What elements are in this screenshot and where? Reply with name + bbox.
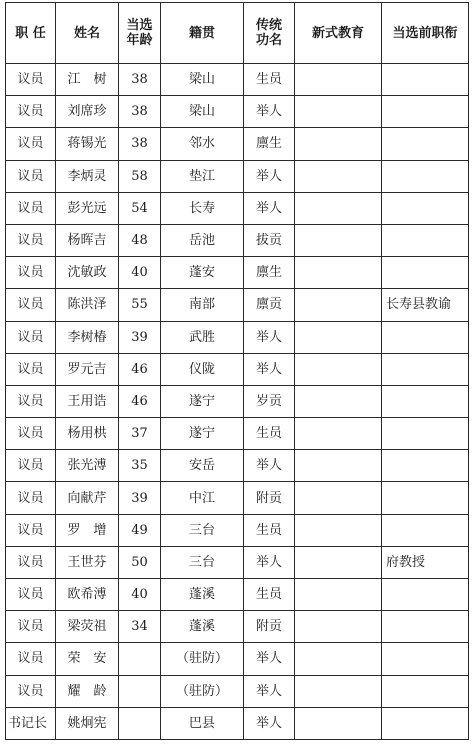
table-row — [6, 64, 469, 96]
new-education-cell — [295, 546, 382, 578]
name-cell: 王用诰 — [56, 385, 119, 417]
traditional-title-cell: 生员 — [244, 579, 295, 611]
traditional-title-cell: 举人 — [244, 321, 295, 353]
age-cell: 38 — [119, 64, 161, 96]
name-cell: 彭光远 — [56, 192, 119, 224]
position-cell: 议员 — [6, 160, 56, 192]
new-education-cell — [295, 224, 382, 256]
header-row — [6, 3, 469, 64]
previous-post-cell — [382, 707, 469, 739]
name-cell: 王世芬 — [56, 546, 119, 578]
header-position — [6, 3, 56, 64]
table-row — [6, 418, 469, 450]
header-age — [119, 3, 161, 64]
origin-cell: 长寿 — [161, 192, 244, 224]
table-row — [6, 192, 469, 224]
name-cell: 梁荧祖 — [56, 611, 119, 643]
origin-cell: 遂宁 — [161, 418, 244, 450]
new-education-cell — [295, 321, 382, 353]
age-cell: 39 — [119, 482, 161, 514]
traditional-title-cell: 生员 — [244, 514, 295, 546]
origin-cell: 南部 — [161, 289, 244, 321]
origin-cell: 仪陇 — [161, 353, 244, 385]
origin-cell: 岳池 — [161, 224, 244, 256]
new-education-cell — [295, 96, 382, 128]
new-education-cell — [295, 675, 382, 707]
position-cell: 议员 — [6, 482, 56, 514]
age-cell: 38 — [119, 128, 161, 160]
traditional-title-cell: 举人 — [244, 675, 295, 707]
previous-post-cell — [382, 128, 469, 160]
age-cell: 50 — [119, 546, 161, 578]
age-cell: 46 — [119, 353, 161, 385]
header-origin — [161, 3, 244, 64]
new-education-cell — [295, 450, 382, 482]
name-cell: 罗元吉 — [56, 353, 119, 385]
table-body — [6, 64, 469, 740]
age-cell: 40 — [119, 257, 161, 289]
header-label-line: 籍贯 — [188, 25, 215, 41]
previous-post-cell — [382, 643, 469, 675]
position-cell: 书记长 — [6, 707, 56, 739]
header-label-line: 功名 — [255, 33, 282, 48]
header-label-line: 职 任 — [15, 25, 46, 41]
table-row — [6, 611, 469, 643]
table-row — [6, 579, 469, 611]
position-cell: 议员 — [6, 289, 56, 321]
table-row — [6, 321, 469, 353]
header-previous-post — [382, 3, 469, 64]
age-cell: 55 — [119, 289, 161, 321]
header-traditional-title — [244, 3, 295, 64]
origin-cell: 中江 — [161, 482, 244, 514]
age-cell — [119, 707, 161, 739]
header-label-line: 传统 — [255, 18, 282, 33]
position-cell: 议员 — [6, 96, 56, 128]
new-education-cell — [295, 128, 382, 160]
name-cell: 蒋锡光 — [56, 128, 119, 160]
origin-cell: 三台 — [161, 546, 244, 578]
previous-post-cell — [382, 96, 469, 128]
age-cell: 58 — [119, 160, 161, 192]
table-row — [6, 643, 469, 675]
age-cell: 39 — [119, 321, 161, 353]
new-education-cell — [295, 353, 382, 385]
new-education-cell — [295, 64, 382, 96]
table-row — [6, 160, 469, 192]
previous-post-cell — [382, 675, 469, 707]
header-label-line: 新式教育 — [311, 25, 364, 41]
name-cell: 罗 增 — [56, 514, 119, 546]
traditional-title-cell: 廪贡 — [244, 289, 295, 321]
previous-post-cell — [382, 514, 469, 546]
traditional-title-cell: 附贡 — [244, 482, 295, 514]
traditional-title-cell: 附贡 — [244, 611, 295, 643]
name-cell: 刘席珍 — [56, 96, 119, 128]
traditional-title-cell: 举人 — [244, 643, 295, 675]
previous-post-cell — [382, 611, 469, 643]
new-education-cell — [295, 385, 382, 417]
table-row — [6, 546, 469, 578]
position-cell: 议员 — [6, 128, 56, 160]
traditional-title-cell: 岁贡 — [244, 385, 295, 417]
name-cell: 姚炯宪 — [56, 707, 119, 739]
previous-post-cell — [382, 160, 469, 192]
table-row — [6, 707, 469, 739]
origin-cell: 梁山 — [161, 96, 244, 128]
age-cell: 34 — [119, 611, 161, 643]
header-label-line: 姓名 — [73, 25, 100, 41]
position-cell: 议员 — [6, 450, 56, 482]
origin-cell: 垫江 — [161, 160, 244, 192]
age-cell: 54 — [119, 192, 161, 224]
previous-post-cell — [382, 321, 469, 353]
position-cell: 议员 — [6, 192, 56, 224]
position-cell: 议员 — [6, 546, 56, 578]
traditional-title-cell: 举人 — [244, 353, 295, 385]
previous-post-cell — [382, 579, 469, 611]
name-cell: 耀 龄 — [56, 675, 119, 707]
position-cell: 议员 — [6, 385, 56, 417]
legislator-table — [5, 2, 469, 740]
traditional-title-cell: 廪生 — [244, 257, 295, 289]
traditional-title-cell: 举人 — [244, 546, 295, 578]
previous-post-cell — [382, 353, 469, 385]
name-cell: 向献芹 — [56, 482, 119, 514]
origin-cell: 巴县 — [161, 707, 244, 739]
new-education-cell — [295, 579, 382, 611]
position-cell: 议员 — [6, 353, 56, 385]
name-cell: 沈敏政 — [56, 257, 119, 289]
header-label-line: 年龄 — [126, 33, 153, 48]
position-cell: 议员 — [6, 64, 56, 96]
new-education-cell — [295, 160, 382, 192]
name-cell: 陈洪泽 — [56, 289, 119, 321]
origin-cell: 邻水 — [161, 128, 244, 160]
origin-cell: 蓬溪 — [161, 611, 244, 643]
table-row — [6, 257, 469, 289]
age-cell — [119, 643, 161, 675]
traditional-title-cell: 廪生 — [244, 128, 295, 160]
name-cell: 欧希溥 — [56, 579, 119, 611]
age-cell: 38 — [119, 96, 161, 128]
table-row — [6, 224, 469, 256]
name-cell: 李炳灵 — [56, 160, 119, 192]
previous-post-cell — [382, 224, 469, 256]
table-row — [6, 128, 469, 160]
new-education-cell — [295, 643, 382, 675]
table-row — [6, 450, 469, 482]
origin-cell: 蓬安 — [161, 257, 244, 289]
position-cell: 议员 — [6, 514, 56, 546]
name-cell: 江 树 — [56, 64, 119, 96]
new-education-cell — [295, 611, 382, 643]
origin-cell: 武胜 — [161, 321, 244, 353]
previous-post-cell — [382, 418, 469, 450]
age-cell: 35 — [119, 450, 161, 482]
origin-cell: 遂宁 — [161, 385, 244, 417]
traditional-title-cell: 生员 — [244, 418, 295, 450]
new-education-cell — [295, 289, 382, 321]
traditional-title-cell: 生员 — [244, 64, 295, 96]
origin-cell: （驻防） — [161, 675, 244, 707]
origin-cell: 安岳 — [161, 450, 244, 482]
previous-post-cell — [382, 257, 469, 289]
header-label-line: 当选 — [126, 18, 153, 33]
table-row — [6, 482, 469, 514]
position-cell: 议员 — [6, 224, 56, 256]
origin-cell: （驻防） — [161, 643, 244, 675]
new-education-cell — [295, 514, 382, 546]
name-cell: 荣 安 — [56, 643, 119, 675]
traditional-title-cell: 拔贡 — [244, 224, 295, 256]
age-cell: 46 — [119, 385, 161, 417]
traditional-title-cell: 举人 — [244, 450, 295, 482]
previous-post-cell: 长寿县教谕 — [382, 289, 469, 321]
position-cell: 议员 — [6, 675, 56, 707]
table-row — [6, 385, 469, 417]
age-cell: 37 — [119, 418, 161, 450]
origin-cell: 梁山 — [161, 64, 244, 96]
age-cell: 40 — [119, 579, 161, 611]
position-cell: 议员 — [6, 418, 56, 450]
previous-post-cell — [382, 192, 469, 224]
position-cell: 议员 — [6, 643, 56, 675]
new-education-cell — [295, 257, 382, 289]
origin-cell: 三台 — [161, 514, 244, 546]
new-education-cell — [295, 418, 382, 450]
table-row — [6, 353, 469, 385]
table-row — [6, 514, 469, 546]
traditional-title-cell: 举人 — [244, 192, 295, 224]
age-cell: 48 — [119, 224, 161, 256]
name-cell: 杨晖吉 — [56, 224, 119, 256]
previous-post-cell — [382, 482, 469, 514]
previous-post-cell: 府教授 — [382, 546, 469, 578]
position-cell: 议员 — [6, 321, 56, 353]
name-cell: 李树椿 — [56, 321, 119, 353]
header-new-education — [295, 3, 382, 64]
header-label-line: 当选前职衔 — [392, 25, 458, 41]
traditional-title-cell: 举人 — [244, 707, 295, 739]
traditional-title-cell: 举人 — [244, 160, 295, 192]
previous-post-cell — [382, 64, 469, 96]
table-header — [6, 3, 469, 64]
age-cell — [119, 675, 161, 707]
name-cell: 杨用栱 — [56, 418, 119, 450]
header-name — [56, 3, 119, 64]
age-cell: 49 — [119, 514, 161, 546]
new-education-cell — [295, 707, 382, 739]
new-education-cell — [295, 192, 382, 224]
origin-cell: 蓬溪 — [161, 579, 244, 611]
traditional-title-cell: 举人 — [244, 96, 295, 128]
previous-post-cell — [382, 385, 469, 417]
position-cell: 议员 — [6, 257, 56, 289]
table-row — [6, 675, 469, 707]
name-cell: 张光溥 — [56, 450, 119, 482]
table-row — [6, 289, 469, 321]
position-cell: 议员 — [6, 611, 56, 643]
new-education-cell — [295, 482, 382, 514]
previous-post-cell — [382, 450, 469, 482]
table-row — [6, 96, 469, 128]
position-cell: 议员 — [6, 579, 56, 611]
